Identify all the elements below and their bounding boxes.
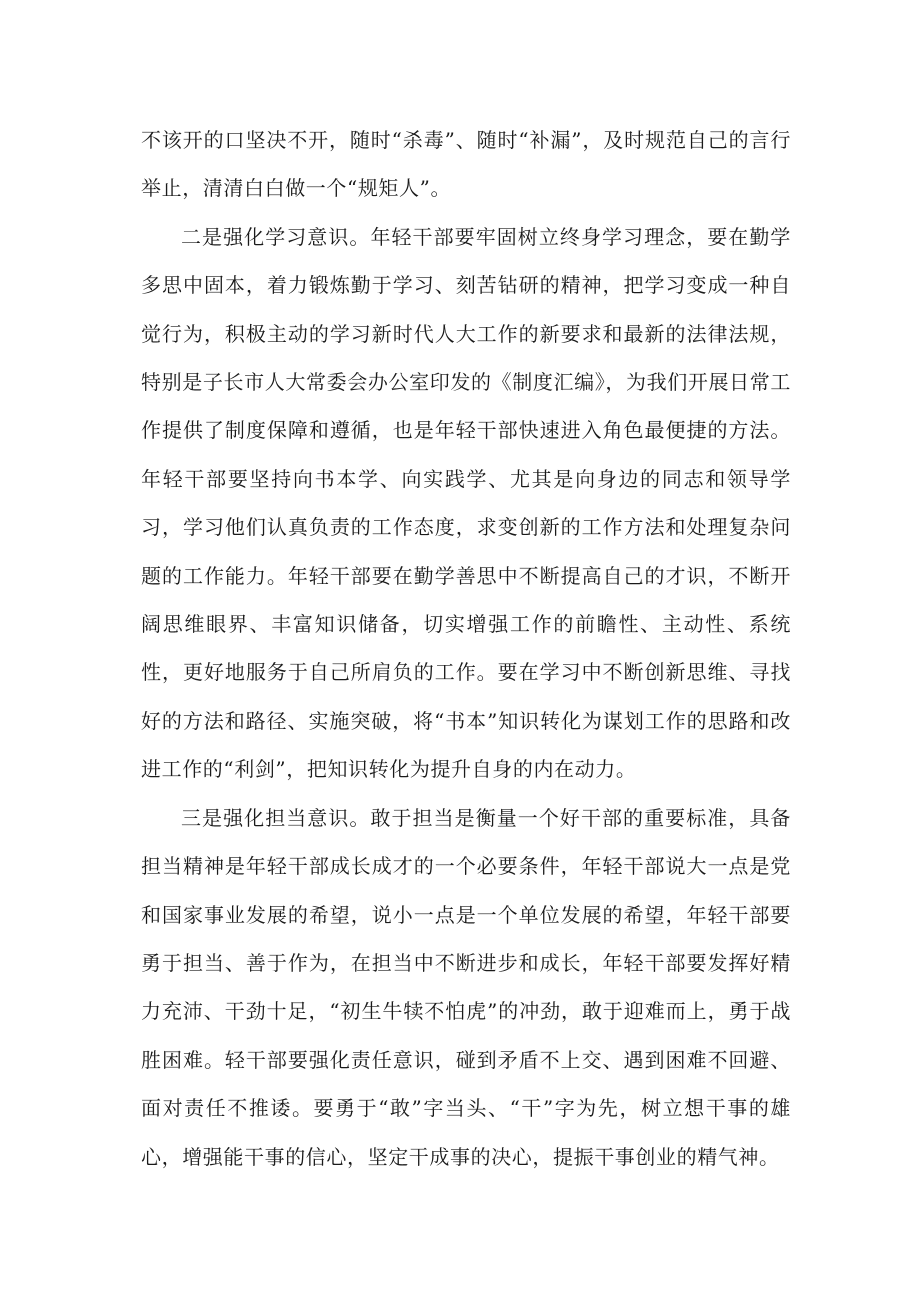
paragraph-learning-awareness: 二是强化学习意识。年轻干部要牢固树立终身学习理念，要在勤学多思中固本，着力锻炼勤于学习、刻苦钻研的精神，把学习变成一种自觉行为，积极主动的学习新时代人大工作的新要求和最新的法律法规，特别是子长市人大常委会办公室印发的《制度汇编》，为我们开展日常工作提供了制度保障和遵循，也是年轻干部快速进入角色最便捷的方法。年轻干部要坚持向书本学、向实践学、尤其是向身边的同志和领导学习，学习他们认真负责的工作态度，求变创新的工作方法和处理复杂问题的工作能力。年轻干部要在勤学善思中不断提高自己的才识，不断开阔思维眼界、丰富知识储备，切实增强工作的前瞻性、主动性、系统性，更好地服务于自己所肩负的工作。要在学习中不断创新思维、寻找好的方法和路径、实施突破，将“书本”知识转化为谋划工作的思路和改进工作的“利剑”，把知识转化为提升自身的内在动力。: [141, 224, 791, 782]
paragraph-responsibility-awareness: 三是强化担当意识。敢于担当是衡量一个好干部的重要标准，具备担当精神是年轻干部成长成才的一个必要条件，年轻干部说大一点是党和国家事业发展的希望，说小一点是一个单位发展的希望，年轻干部要勇于担当、善于作为，在担当中不断进步和成长，年轻干部要发挥好精力充沛、干劲十足，“初生牛犊不怕虎”的冲劲，敢于迎难而上，勇于战胜困难。轻干部要强化责任意识，碰到矛盾不上交、遇到困难不回避、面对责任不推诿。要勇于“敢”字当头、“干”字为先，树立想干事的雄心，增强能干事的信心，坚定干成事的决心，提振干事创业的精气神。: [141, 805, 791, 1169]
paragraph-continuation: 不该开的口坚决不开，随时“杀毒”、随时“补漏”，及时规范自己的言行举止，清清白白做一个“规矩人”。: [141, 128, 791, 201]
document-body: [141, 116, 791, 1181]
